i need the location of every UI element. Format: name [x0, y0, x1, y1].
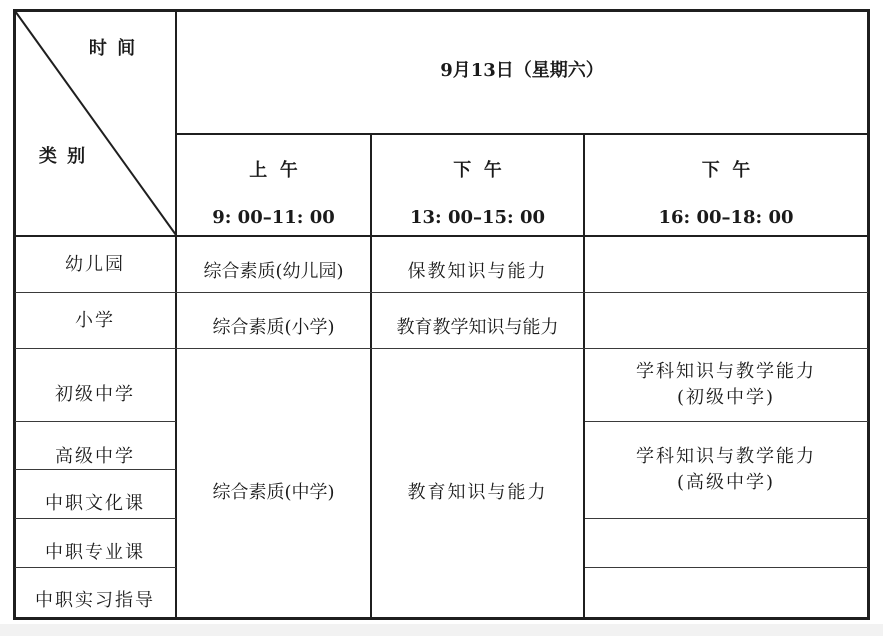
session-2-label: 下 午: [453, 160, 502, 181]
secondary-afternoon1-subject: 教育知识与能力: [407, 482, 548, 503]
primary-afternoon1-subject: 教育教学知识与能力: [396, 316, 559, 338]
junior-middle-afternoon2-line2: (初级中学): [676, 387, 776, 408]
date-header: 9月13日（星期六）: [440, 60, 604, 81]
session-1-time: 9: 00–11: 00: [212, 207, 335, 228]
kindergarten-afternoon1-subject: 保教知识与能力: [407, 260, 548, 282]
category-vocational-practice: 中职实习指导: [35, 589, 155, 611]
session-3-time: 16: 00–18: 00: [658, 207, 794, 228]
secondary-morning-subject: 综合素质(中学): [212, 482, 335, 503]
category-vocational-culture: 中职文化课: [45, 492, 145, 514]
category-primary: 小学: [75, 310, 115, 331]
category-vocational-major: 中职专业课: [45, 541, 145, 563]
primary-morning-subject: 综合素质(小学): [212, 316, 335, 338]
session-3-label: 下 午: [701, 160, 751, 181]
category-junior-middle: 初级中学: [55, 383, 135, 405]
session-1-label: 上 午: [249, 160, 298, 181]
category-senior-high: 高级中学: [55, 445, 135, 467]
corner-time-label: 时 间: [88, 38, 138, 59]
kindergarten-morning-subject: 综合素质(幼儿园): [203, 260, 344, 282]
category-kindergarten: 幼儿园: [65, 254, 125, 275]
corner-category-label: 类 别: [38, 146, 88, 167]
senior-high-afternoon2-line2: (高级中学): [676, 472, 776, 493]
session-2-time: 13: 00–15: 00: [409, 207, 546, 228]
junior-middle-afternoon2-line1: 学科知识与教学能力: [636, 361, 816, 382]
senior-high-afternoon2-line1: 学科知识与教学能力: [636, 446, 816, 467]
